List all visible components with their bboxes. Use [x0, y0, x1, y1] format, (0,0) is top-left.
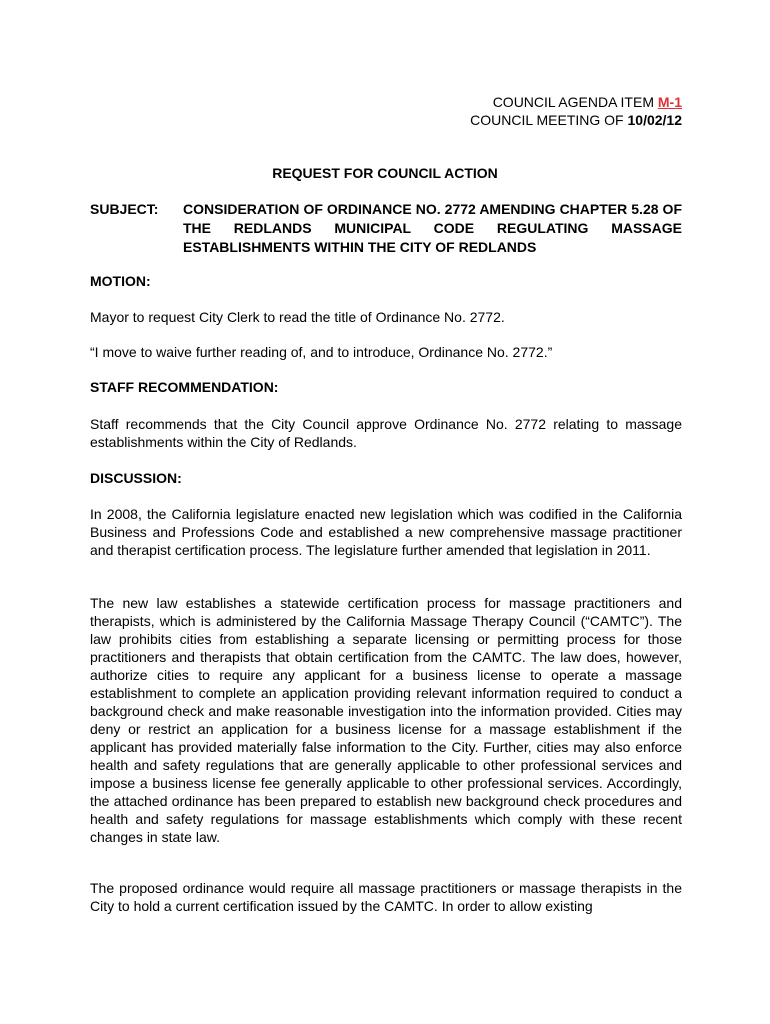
discussion-heading: DISCUSSION: [90, 470, 182, 486]
agenda-header [470, 93, 682, 129]
meeting-date-line [470, 111, 682, 129]
staff-recommendation-paragraph: Staff recommends that the City Council approve Ordinance No. 2772 relating to massage establishments within the City of Redlands. [90, 416, 682, 450]
discussion-paragraph-1: In 2008, the California legislature enacted new legislation which was codified in the California Business and Professions Code and established a new comprehensive massage practitioner and therapist certification process. The legislature further amended that legislation in 2011. [90, 506, 682, 558]
subject-text: CONSIDERATION OF ORDINANCE NO. 2772 AMENDING CHAPTER 5.28 OF THE REDLANDS MUNICIPAL CODE REGULATING MASSAGE ESTABLISHMENTS WITHIN THE CITY OF REDLANDS [183, 201, 682, 255]
agenda-item-line [470, 93, 682, 111]
agenda-item-prefix: COUNCIL AGENDA ITEM [492, 94, 658, 110]
subject-block [90, 200, 682, 257]
agenda-item-number: M-1 [657, 94, 682, 110]
staff-recommendation-heading: STAFF RECOMMENDATION: [90, 379, 279, 395]
motion-paragraph-2: “I move to waive further reading of, and to introduce, Ordinance No. 2772.” [90, 344, 553, 360]
document-title: REQUEST FOR COUNCIL ACTION [272, 165, 498, 181]
discussion-paragraph-3: The proposed ordinance would require all massage practitioners or massage therapists in the City to hold a current certification issued by the CAMTC. In order to allow existing [90, 880, 682, 914]
meeting-date: 10/02/12 [627, 112, 682, 128]
motion-heading: MOTION: [90, 273, 151, 289]
motion-paragraph-1: Mayor to request City Clerk to read the title of Ordinance No. 2772. [90, 309, 505, 325]
meeting-date-prefix: COUNCIL MEETING OF [470, 112, 628, 128]
subject-label: SUBJECT: [90, 201, 159, 217]
discussion-paragraph-2: The new law establishes a statewide certification process for massage practitioners and therapists, which is administered by the California Massage Therapy Council (“CAMTC”). The law prohibits cities from establishing a separate licensing or permitting process for those practitioners and therapists that obtain certification from the CAMTC. The law does, however, authorize cities to require any applicant for a business license to operate a massage establishment to complete an application providing relevant information required to conduct a background check and make reasonable investigation into the information provided. Cities may deny or restrict an application for a business license for a massage establishment if the applicant has provided materially false information to the City. Further, cities may also enforce health and safety regulations that are generally applicable to other professional services and impose a business license fee generally applicable to other professional services. Accordingly, the attached ordinance has been prepared to establish new background check procedures and health and safety regulations for massage establishments which comply with these recent changes in state law. [90, 595, 682, 845]
